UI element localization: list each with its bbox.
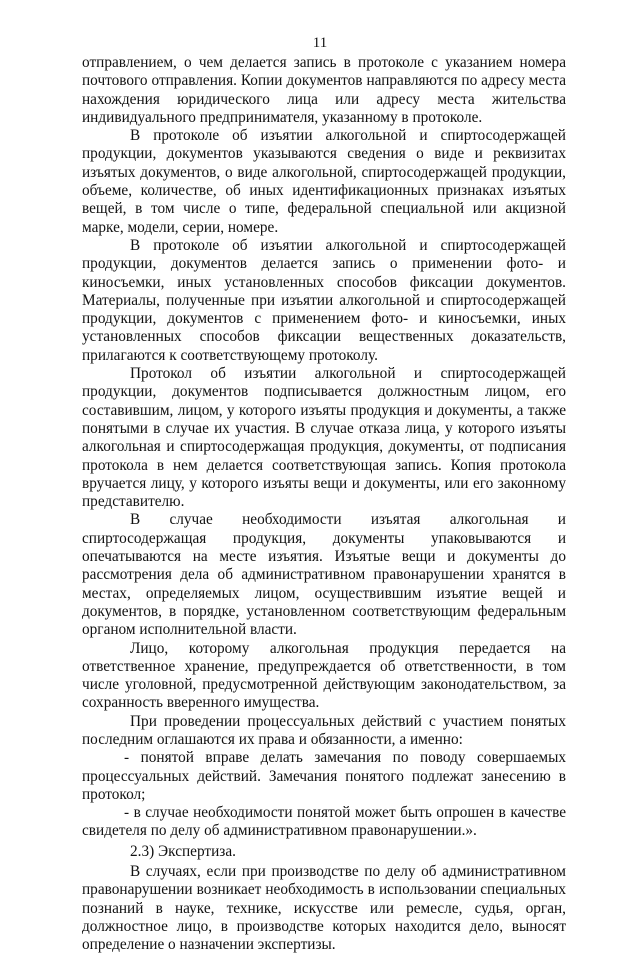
paragraph-8: В случаях, если при производстве по делу об административном правонарушении возникает необходимость в использовании специальных познаний в науке, технике, искусстве или ремесле, судья, орган, должностное лицо, в производстве которых находится дело, выносят определение о назначении экспертизы. [82, 863, 566, 954]
list-item-1: - понятой вправе делать замечания по поводу совершаемых процессуальных действий. Замечания понятого подлежат занесению в протокол; [82, 749, 566, 803]
page-number: 11 [312, 35, 328, 51]
section-heading: 2.3) Экспертиза. [130, 842, 236, 860]
paragraph-5: В случае необходимости изъятая алкогольная и спиртосодержащая продукция, документы упаковываются и опечатываются на месте изъятия. Изъятые вещи и документы до рассмотрения дела об административном правонарушении хранятся в местах, определяемых лицом, осуществившим изъятие вещей и документов, в порядке, установленном соответствующим федеральным органом исполнительной власти. [82, 511, 566, 639]
paragraph-4: Протокол об изъятии алкогольной и спиртосодержащей продукции, документов подписывается должностным лицом, его составившим, лицом, у которого изъяты продукция и документы, а также понятыми в случае их участия. В случае отказа лица, у которого изъяты алкогольная и спиртосодержащая продукция, документы, от подписания протокола в нем делается соответствующая запись. Копия протокола вручается лицу, у которого изъяты вещи и документы, или его законному представителю. [82, 365, 566, 511]
paragraph-2: В протоколе об изъятии алкогольной и спиртосодержащей продукции, документов указываются сведения о виде и реквизитах изъятых документов, о виде алкогольной, спиртосодержащей продукции, объеме, количестве, об иных идентификационных признаках изъятых вещей, в том числе о типе, федеральной специальной или акцизной марке, модели, серии, номере. [82, 127, 566, 236]
list-item-2: - в случае необходимости понятой может быть опрошен в качестве свидетеля по делу об административном правонарушении.». [82, 804, 566, 840]
body-text [82, 54, 566, 955]
paragraph-6: Лицо, которому алкогольная продукция передается на ответственное хранение, предупреждается об ответственности, в том числе уголовной, предусмотренной действующим законодательством, за сохранность вверенного имущества. [82, 639, 566, 712]
paragraph-3: В протоколе об изъятии алкогольной и спиртосодержащей продукции, документов делается запись о применении фото- и киносъемки, иных установленных способов фиксации документов. Материалы, полученные при изъятии алкогольной и спиртосодержащей продукции, документов с применением фото- и киносъемки, иных установленных способов фиксации вещественных доказательств, прилагаются к соответствующему протоколу. [82, 236, 566, 364]
paragraph-7: При проведении процессуальных действий с участием понятых последним оглашаются их права и обязанности, а именно: [82, 712, 566, 748]
paragraph-1: отправлением, о чем делается запись в протоколе с указанием номера почтового отправления. Копии документов направляются по адресу места нахождения юридического лица или адресу места жительства индивидуального предпринимателя, указанному в протоколе. [82, 54, 566, 126]
